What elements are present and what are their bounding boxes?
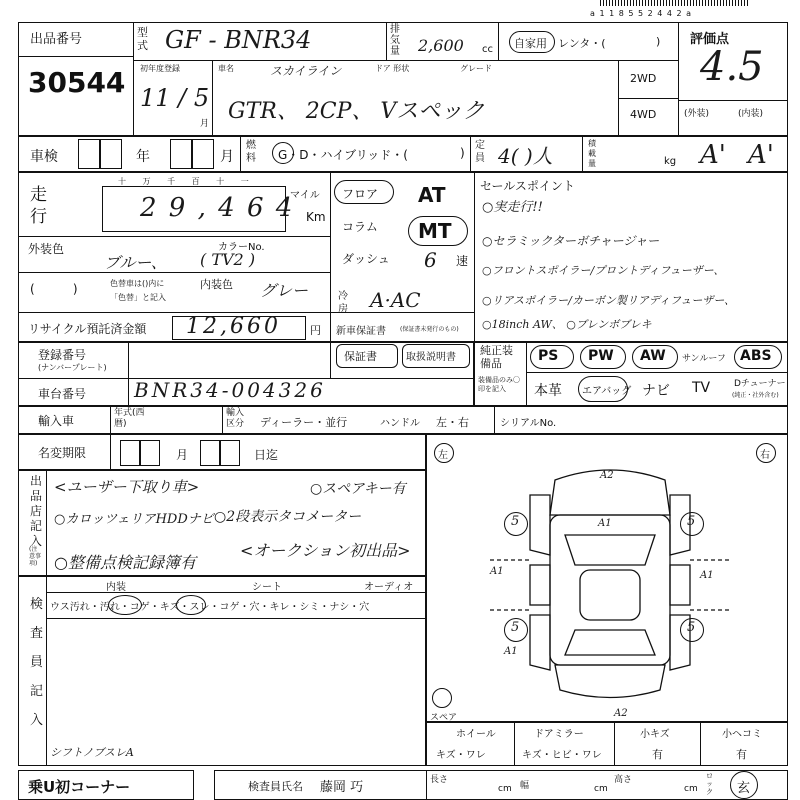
drive-4wd: 4WD (630, 108, 657, 121)
usage-close: ) (656, 35, 661, 48)
fuel-options: G・D・ハイブリッド・( (278, 148, 408, 162)
shift-speeds-value: 6 (424, 248, 437, 272)
color-change-note-1: 色替車は()内に (110, 279, 165, 288)
shift-dash: ダッシュ (342, 252, 390, 266)
shift-floor: フロア (342, 187, 379, 201)
interior-color-label: 内装色 (200, 278, 233, 291)
warranty-manual: 取扱説明書 (406, 352, 456, 363)
small-dent-value: 有 (736, 748, 747, 761)
len-label: 長さ (430, 775, 449, 785)
car-name-label: 車名 (218, 64, 234, 73)
color-no-value: ( TV2 ) (200, 250, 256, 269)
lot-number: 30544 (28, 66, 126, 99)
deadline-month: 月 (176, 448, 189, 462)
note-line-5: ○整備点検記録簿有 (54, 553, 196, 572)
mirror-opts: キズ・ヒビ・ワレ (522, 750, 602, 761)
mirror-label: ドアミラー (534, 729, 584, 740)
import-year-label: 年式(西暦) (114, 408, 145, 429)
diagram-mark-front: A2 (600, 470, 614, 481)
notes-sub: (注意事項) (29, 546, 42, 567)
inspector-label: 検査員氏名 (248, 780, 303, 793)
width-unit: cm (594, 784, 608, 794)
small-scratch-value: 有 (652, 748, 663, 761)
month-label: 月 (220, 149, 234, 165)
lock-label: ロック (706, 772, 713, 796)
seat-header: シート (252, 582, 282, 593)
equip-navi: ナビ (642, 383, 670, 399)
capacity-label: 定員 (475, 140, 485, 164)
car-name-value: スカイライン (270, 64, 342, 78)
displacement-value: 2,600 (418, 36, 464, 55)
fuel-label: 燃料 (246, 140, 256, 164)
interior-inspection-items: ウス汚れ・汚れ・コゲ・キズ・スレ・コゲ・穴・キレ・シミ・ナシ・穴 (50, 602, 370, 613)
mileage-value: 2 9 , 4 6 4 (140, 193, 295, 223)
equip-sunroof: サンルーフ (682, 354, 726, 364)
equip-abs: ABS (740, 348, 772, 364)
notes-label: 出品店記入 (30, 474, 43, 548)
equip-aw: AW (640, 348, 666, 364)
eval-label: 評価点 (690, 32, 730, 47)
first-reg-label: 初年度登録 (140, 64, 180, 73)
color-label: 外装色 (28, 242, 65, 256)
diagram-right: 右 (760, 450, 770, 461)
diagram-mark-bonnet: A1 (598, 518, 612, 529)
displacement-label: 排気量 (390, 24, 400, 57)
color-change-note-2: 「色替」と記入 (110, 293, 166, 302)
note-line-6: <オークション初出品> (240, 541, 411, 560)
shift-at: AT (418, 183, 446, 207)
first-reg-unit: 月 (200, 119, 210, 129)
color-no-label: カラーNo. (218, 242, 265, 253)
mileage-units: 十 万 千 百 十 一 (118, 177, 249, 186)
recycle-unit: 円 (310, 324, 321, 337)
equip-airbag: エアバッグ (582, 386, 632, 397)
import-label: 輸入車 (38, 414, 75, 428)
sales-point-2: ○セラミックターボチャージャー (482, 234, 660, 248)
note-line-2: ○スペアキー有 (310, 481, 406, 497)
diagram-left: 左 (438, 450, 448, 461)
mileage-unit-mile: マイル (290, 190, 320, 201)
corner-label: 乗U初コーナー (28, 778, 131, 796)
tire-fl-value: 5 (511, 514, 520, 529)
reg-label: 登録番号 (38, 348, 87, 362)
barcode-number: a 1 1 8 5 5 2 4 4 2 a (590, 9, 693, 18)
sales-point-4: ○リアスポイラー/カーボン製リアディフューザー、 (482, 294, 735, 307)
warranty-card: 保証書 (344, 350, 377, 363)
displacement-unit: cc (482, 44, 493, 55)
naiso-header: 内装 (106, 582, 126, 593)
deadline-label: 名変期限 (38, 446, 87, 460)
equip-ps: PS (538, 348, 559, 364)
interior-remark: シフトノブスレA (50, 746, 134, 759)
usage-private: 自家用 (514, 37, 547, 50)
tire-fr-value: 5 (687, 514, 696, 529)
exterior-score: A' (700, 140, 726, 170)
import-serial-label: シリアルNo. (500, 418, 557, 429)
barcode (600, 0, 750, 6)
shift-mt: MT (418, 219, 452, 243)
lock-value: 玄 (737, 781, 751, 796)
diagram-mark-left: A1 (490, 566, 504, 577)
diagram-mark-rear: A2 (614, 708, 628, 719)
mileage-label: 走行 (30, 185, 47, 227)
shift-speeds-label: 速 (456, 254, 469, 268)
equip-pw: PW (588, 348, 614, 364)
import-handle-value: 左・右 (436, 416, 469, 429)
len-unit: cm (498, 784, 512, 794)
type-label: 型式 (137, 26, 148, 52)
width-label: 幅 (520, 781, 530, 791)
diagram-mark-right: A1 (700, 570, 714, 581)
equip-leather: 本革 (534, 383, 562, 399)
grade-value: GTR、 2CP、 Vスペック (228, 99, 485, 124)
color-change-paren: ( ) (30, 282, 78, 296)
reg-sub: (ナンバープレート) (38, 363, 107, 372)
inspector-notes-label: 検査員記入 (30, 597, 44, 728)
color-value: ブルー、 (104, 253, 167, 272)
door-label: ドア 形状 (375, 64, 410, 73)
drive-2wd: 2WD (630, 72, 657, 85)
small-dent-label: 小ヘコミ (722, 729, 762, 740)
sales-point-5: ○18inch AW、 ○ブレンボブレキ (482, 318, 652, 331)
recycle-label: リサイクル預託済金額 (28, 322, 147, 336)
interior-color-value: グレー (260, 281, 309, 300)
equipment-label: 純正装備品 (480, 344, 513, 370)
spare-label: スペア (430, 713, 458, 723)
eval-value: 4.5 (700, 44, 764, 90)
wheel-label: ホイール (456, 729, 496, 740)
type-value: GF - BNR34 (165, 26, 312, 54)
inspector-name: 藤岡 巧 (320, 780, 364, 795)
lot-label: 出品番号 (30, 32, 83, 47)
import-class-value: ディーラー・並行 (260, 416, 348, 429)
import-class-label: 輸入区分 (226, 408, 245, 429)
note-line-4: ○2段表示タコメーター (214, 509, 362, 525)
diagram-mark-rear-left: A1 (504, 646, 518, 657)
warranty-label: 新車保証書 (336, 326, 386, 337)
exterior-label: (外装) (684, 109, 710, 119)
chassis-label: 車台番号 (38, 387, 87, 401)
height-unit: cm (684, 784, 698, 794)
tire-rr-value: 5 (687, 620, 696, 635)
wheel-opts: キズ・ワレ (436, 750, 486, 761)
car-diagram (470, 455, 750, 715)
import-handle-label: ハンドル (380, 418, 420, 429)
usage-rental: レンタ・( (558, 37, 606, 50)
interior-score: A' (748, 140, 774, 170)
interior-label: (内装) (738, 109, 764, 119)
note-line-1: <ユーザー下取り車> (54, 478, 200, 496)
sales-points-label: セールスポイント (480, 179, 575, 193)
year-label: 年 (136, 149, 150, 165)
grade-label: グレード (460, 64, 492, 73)
sales-point-1: ○実走行!! (482, 200, 543, 215)
dirt-circle (108, 595, 142, 615)
aircon-value: A·AC (370, 288, 421, 312)
first-reg-value: 11 / 5 (140, 84, 210, 112)
sales-point-3: ○フロントスポイラー/プロントディフューザー、 (482, 264, 725, 277)
equipment-sub: 装備品のみ〇印を記入 (478, 376, 520, 393)
equip-dtuner: Dチューナー (734, 379, 786, 389)
note-line-3: ○カロッツェリアHDDナビ (54, 512, 214, 527)
equip-tv: TV (692, 380, 711, 396)
deadline-day: 日迄 (254, 448, 279, 462)
recycle-value: 12,660 (186, 314, 281, 339)
audio-header: オーディオ (364, 582, 414, 593)
warranty-sub: (保証書未発行のもの) (400, 326, 459, 333)
aircon-label: 冷房 (338, 291, 348, 315)
capacity-value: 4( )人 (498, 144, 553, 168)
shaken-label: 車検 (30, 149, 58, 165)
spare-tire (432, 688, 452, 708)
fuel-close: ) (460, 146, 465, 160)
tire-rl-value: 5 (511, 620, 520, 635)
height-label: 高さ (614, 775, 633, 785)
load-label: 積載量 (588, 139, 596, 168)
equip-dtuner-sub: (純正・社外含む) (732, 392, 779, 399)
scratch-circle (176, 595, 206, 615)
small-scratch-label: 小キズ (640, 729, 670, 740)
mileage-unit-km: Km (306, 210, 326, 224)
shift-column: コラム (342, 220, 378, 234)
load-unit: kg (664, 156, 677, 167)
chassis-value: BNR34-004326 (134, 378, 326, 402)
